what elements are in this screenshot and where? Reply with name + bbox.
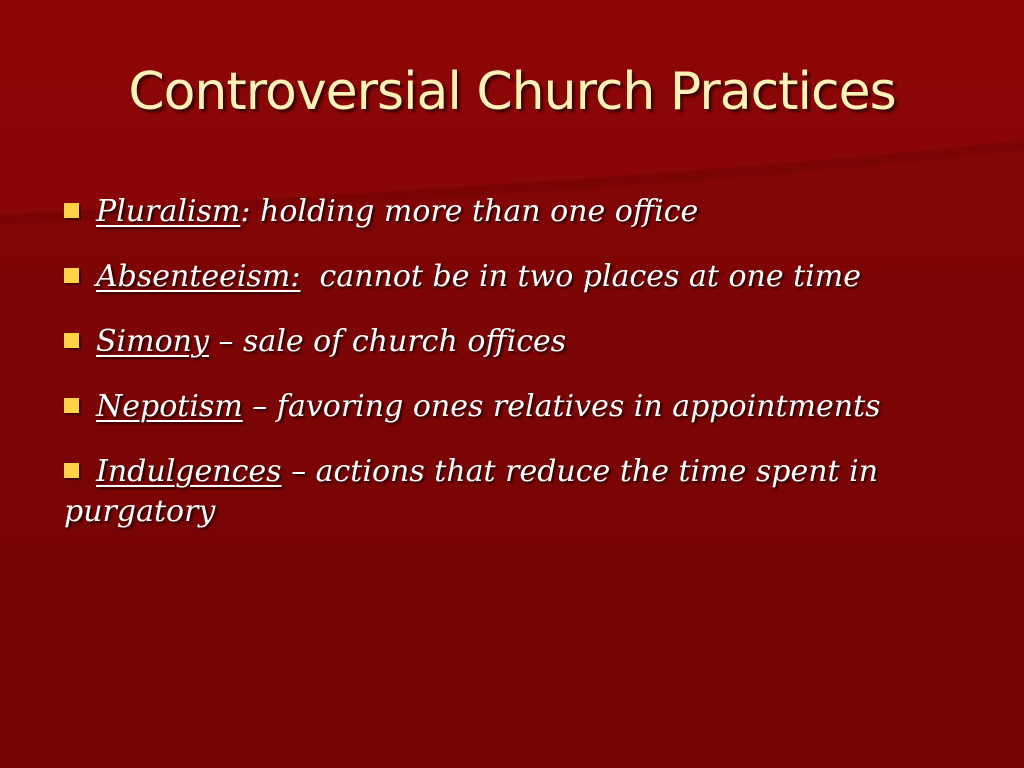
square-bullet-icon — [64, 333, 79, 348]
bullet-nepotism — [64, 387, 964, 427]
bullet-term: Simony — [96, 324, 209, 359]
bullet-text: favoring ones relatives in appointments — [276, 389, 881, 424]
bullet-separator: – — [242, 389, 277, 424]
bullet-list — [64, 192, 964, 557]
bullet-separator: – — [208, 324, 244, 359]
bullet-term: Absenteeism: — [96, 259, 301, 294]
bullet-separator: : — [240, 194, 261, 229]
bullet-separator — [300, 259, 319, 294]
bullet-pluralism — [64, 192, 964, 232]
bullet-absenteeism — [64, 257, 964, 297]
bullet-simony — [64, 322, 964, 362]
square-bullet-icon — [64, 268, 79, 283]
bullet-term: Nepotism — [96, 389, 243, 424]
square-bullet-icon — [64, 398, 79, 413]
bullet-term: Pluralism — [96, 194, 241, 229]
bullet-text: sale of church offices — [243, 324, 567, 359]
bullet-term: Indulgences — [96, 454, 282, 489]
bullet-text: holding more than one office — [260, 194, 699, 229]
slide-title: Controversial Church Practices — [128, 62, 896, 122]
bullet-text-continuation: purgatory — [64, 494, 216, 529]
bullet-indulgences — [64, 452, 956, 532]
bullet-text: cannot be in two places at one time — [319, 259, 861, 294]
square-bullet-icon — [64, 203, 79, 218]
bullet-separator: – — [281, 454, 316, 489]
square-bullet-icon — [64, 463, 79, 478]
bullet-text: actions that reduce the time spent in — [315, 454, 879, 489]
